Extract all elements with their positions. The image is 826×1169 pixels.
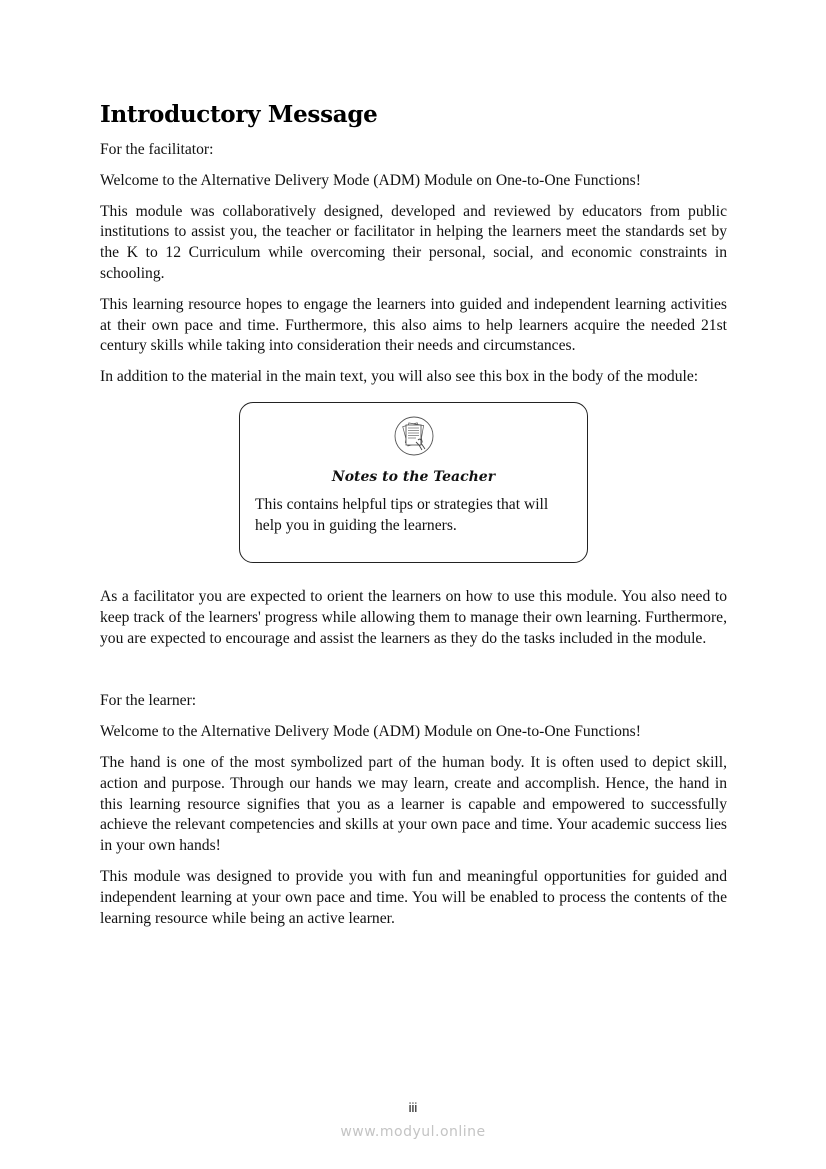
facilitator-heading: For the facilitator: bbox=[100, 141, 214, 158]
section-spacer bbox=[100, 659, 727, 691]
facilitator-paragraph: This learning resource hopes to engage the learners into guided and independent learning activities at their own pace and time. Furthermore, this also aims to help learners acquire the needed 21st century skills while taking into consideration their needs and circumstances. bbox=[100, 295, 727, 355]
notes-with-hand-icon bbox=[394, 416, 434, 456]
learner-paragraph: This module was designed to provide you with fun and meaningful opportunities for guided and independent learning at your own pace and time. You will be enabled to process the contents of the learning resource while being an active learner. bbox=[100, 867, 727, 927]
learner-paragraph: The hand is one of the most symbolized part of the human body. It is often used to depict skill, action and purpose. Through our hands we may learn, create and accomplish. Hence, the hand in this learning resource signifies that you as a learner is capable and empowered to successfully achieve the relevant competencies and skills at your own pace and time. Your academic success lies in your own hands! bbox=[100, 753, 727, 855]
note-box-body: This contains helpful tips or strategies that will help you in guiding the learners. bbox=[255, 495, 549, 534]
note-box-title: Notes to the Teacher bbox=[331, 468, 496, 485]
document-page bbox=[100, 100, 727, 939]
facilitator-closing: As a facilitator you are expected to orient the learners on how to use this module. You also need to keep track of the learners' progress while allowing them to manage their own learning. Furthermore, you are expected to encourage and assist the learners as they do the tasks included in the module. bbox=[100, 587, 727, 647]
watermark-link: www.modyul.online bbox=[340, 1124, 486, 1140]
learner-welcome: Welcome to the Alternative Delivery Mode (ADM) Module on One-to-One Functions! bbox=[100, 723, 641, 741]
notes-to-teacher-box bbox=[239, 402, 588, 563]
facilitator-paragraph: In addition to the material in the main text, you will also see this box in the body of the module: bbox=[100, 368, 699, 386]
facilitator-welcome: Welcome to the Alternative Delivery Mode (ADM) Module on One-to-One Functions! bbox=[100, 171, 641, 189]
page-number: iii bbox=[408, 1100, 418, 1115]
facilitator-paragraph: This module was collaboratively designed, developed and reviewed by educators from public institutions to assist you, the teacher or facilitator in helping the learners meet the standards set by the K to 12 Curriculum while overcoming their personal, social, and economic constraints in schooling. bbox=[100, 202, 727, 282]
page-title: Introductory Message bbox=[100, 101, 378, 128]
learner-heading: For the learner: bbox=[100, 692, 197, 710]
